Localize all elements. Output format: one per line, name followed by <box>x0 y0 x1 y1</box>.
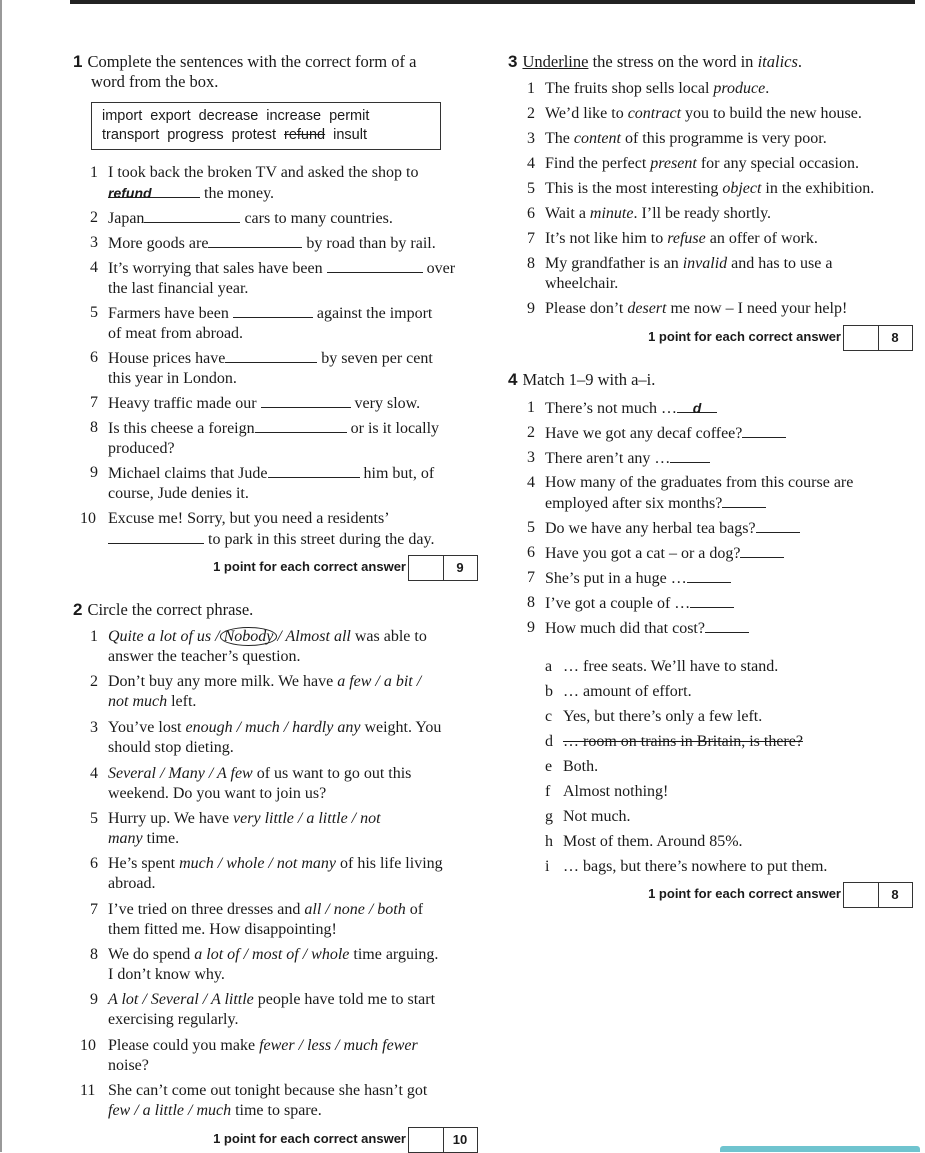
item-number: 1 <box>527 399 535 416</box>
s2-item-2 <box>90 672 490 712</box>
answer-text: … free seats. We’ll have to stand. <box>563 658 779 675</box>
section1-title <box>73 52 493 92</box>
score-max: 8 <box>878 882 913 908</box>
word: import <box>102 108 143 124</box>
s3-item-2 <box>527 104 922 124</box>
s1-item-10 <box>80 509 490 550</box>
section3-score <box>590 325 913 351</box>
item-text: Heavy traffic made our <box>108 395 257 412</box>
word: export <box>150 108 191 124</box>
section2-title <box>73 600 253 620</box>
item-number: 5 <box>90 304 98 321</box>
score-input[interactable] <box>843 325 879 351</box>
option-text[interactable]: many <box>108 830 143 847</box>
answer-blank[interactable] <box>268 463 360 478</box>
s3-item-5 <box>527 179 922 199</box>
item-text: How many of the graduates from this course are <box>545 474 854 491</box>
s3-item-9 <box>527 299 922 319</box>
option-text[interactable]: very little / a little / not <box>233 810 381 827</box>
item-number: 4 <box>527 155 535 172</box>
s3-item-6 <box>527 204 922 224</box>
item-number: 1 <box>90 628 98 645</box>
item-text: Japan <box>108 210 145 227</box>
section-instruction: Match 1–9 with a–i. <box>522 370 656 389</box>
s4-item-6 <box>527 543 922 564</box>
s4-answer-e <box>545 757 915 777</box>
answer-blank[interactable] <box>233 303 313 318</box>
word-box-row-2 <box>102 126 430 145</box>
item-text: against the import <box>316 305 433 322</box>
item-text: to park in this street during the day. <box>208 531 435 548</box>
s2-item-6 <box>90 854 490 894</box>
s4-answer-h <box>545 832 915 852</box>
item-text: and has to use a <box>727 255 833 272</box>
item-number: 7 <box>90 394 98 411</box>
item-number: 7 <box>527 569 535 586</box>
s2-item-9 <box>90 990 490 1030</box>
section4-title <box>508 370 655 390</box>
option-text[interactable]: a few / a bit / <box>337 673 422 690</box>
item-number: 1 <box>90 164 98 181</box>
item-text: wheelchair. <box>545 275 619 292</box>
item-text: left. <box>167 693 197 710</box>
item-number: 9 <box>90 991 98 1008</box>
item-text: Find the perfect <box>545 155 651 172</box>
item-text: or is it locally <box>350 420 440 437</box>
word: progress <box>167 127 224 143</box>
page-footer-accent <box>720 1146 920 1152</box>
s2-item-4 <box>90 764 490 804</box>
s4-item-8 <box>527 593 922 614</box>
item-text: of <box>405 901 424 918</box>
item-text: You’ve lost <box>108 719 186 736</box>
s4-item-9 <box>527 618 922 639</box>
item-text: for any special occasion. <box>696 155 859 172</box>
item-text: over <box>426 260 456 277</box>
word-box <box>91 102 441 150</box>
item-number: 5 <box>527 519 535 536</box>
s1-item-5 <box>90 303 490 344</box>
stress-word[interactable]: contract <box>627 105 682 122</box>
circled-option[interactable]: Nobody <box>220 627 278 646</box>
s4-item-7 <box>527 568 922 589</box>
item-text: Have you got a cat – or a dog? <box>545 545 741 562</box>
option-text[interactable]: not much <box>108 693 168 710</box>
item-text: Wait a <box>545 205 590 222</box>
item-text: Hurry up. We have <box>108 810 234 827</box>
item-number: 1 <box>527 80 535 97</box>
answer-letter: c <box>545 708 553 725</box>
item-text: It’s not like him to <box>545 230 668 247</box>
s4-answer-d <box>545 732 915 752</box>
answer-text: … amount of effort. <box>563 683 692 700</box>
stress-word[interactable]: desert <box>627 300 667 317</box>
s3-item-1 <box>527 79 922 99</box>
s1-item-8 <box>90 418 490 459</box>
item-number: 4 <box>527 474 535 491</box>
stress-word[interactable]: present <box>650 155 697 172</box>
option-text: / Almost all <box>277 628 351 645</box>
item-number: 4 <box>90 259 98 276</box>
item-text: Michael claims that Jude <box>108 465 268 482</box>
item-text: This is the most interesting <box>545 180 723 197</box>
item-text: How much did that cost? <box>545 620 705 637</box>
item-text: the last financial year. <box>108 280 249 297</box>
answer-blank[interactable] <box>108 529 204 544</box>
item-text: . <box>765 80 770 97</box>
item-number: 5 <box>527 180 535 197</box>
s4-item-4 <box>527 473 922 514</box>
item-number: 4 <box>90 765 98 782</box>
answer-blank[interactable] <box>722 493 766 508</box>
answer-blank[interactable] <box>677 398 717 416</box>
item-number: 6 <box>90 855 98 872</box>
answer-letter: g <box>545 808 553 825</box>
item-number: 7 <box>90 901 98 918</box>
answer-text: Both. <box>563 758 599 775</box>
item-text: people have told me to start <box>253 991 436 1008</box>
item-text: time. <box>142 830 180 847</box>
s3-item-4 <box>527 154 922 174</box>
score-max: 10 <box>443 1127 478 1153</box>
item-text: by seven per cent <box>321 350 433 367</box>
item-number: 6 <box>527 544 535 561</box>
s3-item-8 <box>527 254 922 294</box>
section2-score <box>150 1127 478 1153</box>
item-text: Don’t buy any more milk. We have <box>108 673 338 690</box>
score-input[interactable] <box>408 555 444 581</box>
section-instruction: Underline <box>522 52 589 71</box>
section-instruction: the stress on the word in <box>588 52 758 71</box>
s1-item-2 <box>90 208 490 229</box>
item-number: 2 <box>90 209 98 226</box>
answer-letter: b <box>545 683 553 700</box>
answer-text-struck: … room on trains in Britain, is there? <box>563 733 803 750</box>
s4-answer-b <box>545 682 915 702</box>
item-text: me now – I need your help! <box>666 300 848 317</box>
stress-word[interactable]: produce <box>713 80 766 97</box>
answer-blank[interactable] <box>255 418 347 433</box>
section-instruction: italics <box>757 52 798 71</box>
page-edge <box>0 0 2 1152</box>
word: decrease <box>198 108 259 124</box>
item-number: 8 <box>90 419 98 436</box>
s2-item-11 <box>80 1081 490 1121</box>
item-text: Please could you make <box>108 1037 260 1054</box>
item-number: 2 <box>527 105 535 122</box>
stress-word[interactable]: refuse <box>667 230 706 247</box>
item-text: The <box>545 130 574 147</box>
word-box-row-1 <box>102 107 430 126</box>
item-text: She’s put in a huge … <box>545 570 687 587</box>
section-number: 3 <box>508 52 518 71</box>
section1-score <box>150 555 478 581</box>
item-number: 11 <box>80 1082 96 1099</box>
item-text: produced? <box>108 440 175 457</box>
word: permit <box>329 108 370 124</box>
item-text: We do spend <box>108 946 195 963</box>
answer-blank[interactable] <box>144 208 240 223</box>
s4-item-1 <box>527 398 922 419</box>
item-text: My grandfather is an <box>545 255 683 272</box>
item-text: There aren’t any … <box>545 450 671 467</box>
score-label: 1 point for each correct answer <box>213 559 406 574</box>
answer-blank[interactable] <box>327 258 423 273</box>
answer-letter: i <box>545 858 550 875</box>
section-number: 2 <box>73 600 83 619</box>
score-max: 9 <box>443 555 478 581</box>
answer-text: Almost nothing! <box>563 783 669 800</box>
item-number: 8 <box>90 946 98 963</box>
answer-blank[interactable] <box>687 568 731 583</box>
option-text[interactable]: few / a little / much <box>108 1102 232 1119</box>
item-text: time to spare. <box>231 1102 322 1119</box>
item-text: answer the teacher’s question. <box>108 648 301 665</box>
s1-item-4 <box>90 258 490 299</box>
s4-answer-f <box>545 782 915 802</box>
item-text: course, Jude denies it. <box>108 485 249 502</box>
item-number: 8 <box>527 594 535 611</box>
answer-letter: a <box>545 658 553 675</box>
option-text: Quite a lot of us / <box>108 628 220 645</box>
score-input[interactable] <box>843 882 879 908</box>
s1-item-7 <box>90 393 490 414</box>
s3-item-3 <box>527 129 922 149</box>
item-text: this year in London. <box>108 370 237 387</box>
word-struck: refund <box>284 127 326 143</box>
item-text: an offer of work. <box>705 230 818 247</box>
s4-answer-a <box>545 657 915 677</box>
s4-answer-i <box>545 857 915 877</box>
s2-item-3 <box>90 718 490 758</box>
answer-blank[interactable] <box>225 348 317 363</box>
stress-word[interactable]: invalid <box>682 255 728 272</box>
option-text[interactable]: A lot / Several / A little <box>108 991 254 1008</box>
word: insult <box>333 127 367 143</box>
section-instruction: Circle the correct phrase. <box>87 600 254 619</box>
item-text: weight. You <box>360 719 442 736</box>
answer-letter: e <box>545 758 553 775</box>
item-text: Have we got any decaf coffee? <box>545 425 743 442</box>
item-text: employed after six months? <box>545 495 723 512</box>
item-text: It’s worrying that sales have been <box>108 260 323 277</box>
answer-blank[interactable] <box>261 393 351 408</box>
item-number: 9 <box>527 619 535 636</box>
item-text: in the exhibition. <box>761 180 875 197</box>
stress-word[interactable]: minute <box>589 205 634 222</box>
item-text: Farmers have been <box>108 305 229 322</box>
score-label: 1 point for each correct answer <box>648 886 841 901</box>
s1-item-1 <box>90 163 490 204</box>
item-number: 2 <box>90 673 98 690</box>
item-text: weekend. Do you want to join us? <box>108 785 327 802</box>
option-text[interactable]: enough / much / hardly any <box>185 719 361 736</box>
answer-blank[interactable] <box>690 593 734 608</box>
item-text: the money. <box>204 185 275 202</box>
item-text: We’d like to <box>545 105 628 122</box>
s3-item-7 <box>527 229 922 249</box>
s4-item-2 <box>527 423 922 444</box>
item-text: More goods are <box>108 235 209 252</box>
item-text: abroad. <box>108 875 156 892</box>
item-number: 8 <box>527 255 535 272</box>
item-number: 7 <box>527 230 535 247</box>
item-text: very slow. <box>354 395 421 412</box>
answer-letter: d <box>545 733 553 750</box>
word: protest <box>231 127 276 143</box>
item-text: was able to <box>350 628 427 645</box>
item-text: She can’t come out tonight because she hasn’t got <box>108 1082 428 1099</box>
item-number: 6 <box>90 349 98 366</box>
item-number: 10 <box>80 1037 96 1054</box>
item-text: them fitted me. How disappointing! <box>108 921 337 938</box>
option-text[interactable]: much / whole / not many <box>179 855 336 872</box>
item-text: There’s not much … <box>545 400 677 417</box>
answer-text: … bags, but there’s nowhere to put them. <box>563 858 828 875</box>
s2-item-10 <box>80 1036 490 1076</box>
item-text: of meat from abroad. <box>108 325 244 342</box>
item-number: 3 <box>527 449 535 466</box>
item-text: of his life living <box>335 855 443 872</box>
item-text: him but, of <box>363 465 435 482</box>
option-text[interactable]: fewer / less / much fewer <box>259 1037 418 1054</box>
option-text[interactable]: a lot of / most of / whole <box>194 946 350 963</box>
item-text: Do we have any herbal tea bags? <box>545 520 756 537</box>
s4-answer-g <box>545 807 915 827</box>
item-text: by road than by rail. <box>306 235 436 252</box>
s1-item-3 <box>90 233 490 254</box>
s2-item-5 <box>90 809 490 849</box>
answer-letter: f <box>545 783 551 800</box>
score-label: 1 point for each correct answer <box>648 329 841 344</box>
score-input[interactable] <box>408 1127 444 1153</box>
item-number: 6 <box>527 205 535 222</box>
item-text: The fruits shop sells local <box>545 80 714 97</box>
example-answer: d <box>692 400 702 416</box>
item-text: cars to many countries. <box>244 210 393 227</box>
option-text[interactable]: Several / Many / A few <box>108 765 253 782</box>
stress-word[interactable]: content <box>573 130 621 147</box>
item-text: House prices have <box>108 350 226 367</box>
answer-text: Most of them. Around 85%. <box>563 833 743 850</box>
item-text: Please don’t <box>545 300 628 317</box>
section-number: 1 <box>73 52 83 71</box>
word: increase <box>266 108 322 124</box>
s2-item-1 <box>90 627 490 667</box>
answer-blank[interactable] <box>756 518 800 533</box>
item-text: He’s spent <box>108 855 180 872</box>
item-text: I’ve got a couple of … <box>545 595 691 612</box>
item-text: Is this cheese a foreign <box>108 420 255 437</box>
s4-item-5 <box>527 518 922 539</box>
s4-answer-c <box>545 707 915 727</box>
stress-word[interactable]: object <box>722 180 762 197</box>
section-instruction: Complete the sentences with the correct form of a <box>87 52 417 71</box>
item-number: 3 <box>90 234 98 251</box>
score-label: 1 point for each correct answer <box>213 1131 406 1146</box>
item-text: Excuse me! Sorry, but you need a residents’ <box>108 510 390 527</box>
section4-score <box>590 882 913 908</box>
option-text[interactable]: all / none / both <box>304 901 406 918</box>
s2-item-7 <box>90 900 490 940</box>
section-number: 4 <box>508 370 518 389</box>
section3-title <box>508 52 802 72</box>
answer-blank[interactable] <box>670 448 710 463</box>
item-text: . I’ll be ready shortly. <box>633 205 772 222</box>
section-instruction: . <box>797 52 803 71</box>
item-number: 9 <box>527 300 535 317</box>
item-text: you to build the new house. <box>681 105 862 122</box>
item-text: I don’t know why. <box>108 966 225 983</box>
item-number: 5 <box>90 810 98 827</box>
answer-blank[interactable] <box>742 423 786 438</box>
section-instruction-cont: word from the box. <box>91 72 219 91</box>
item-text: of this programme is very poor. <box>620 130 827 147</box>
score-max: 8 <box>878 325 913 351</box>
item-text: should stop dieting. <box>108 739 234 756</box>
s2-item-8 <box>90 945 490 985</box>
answer-blank[interactable] <box>705 618 749 633</box>
item-text: I’ve tried on three dresses and <box>108 901 305 918</box>
answer-blank[interactable] <box>740 543 784 558</box>
item-text: I took back the broken TV and asked the shop to <box>108 164 419 181</box>
item-text: noise? <box>108 1057 149 1074</box>
s4-item-3 <box>527 448 922 469</box>
answer-blank[interactable] <box>208 233 302 248</box>
example-answer: refund <box>108 185 152 201</box>
item-number: 10 <box>80 510 96 527</box>
item-number: 2 <box>527 424 535 441</box>
item-number: 3 <box>90 719 98 736</box>
answer-letter: h <box>545 833 553 850</box>
item-text: exercising regularly. <box>108 1011 239 1028</box>
item-number: 3 <box>527 130 535 147</box>
s1-item-9 <box>90 463 490 504</box>
item-text: of us want to go out this <box>252 765 412 782</box>
word: transport <box>102 127 160 143</box>
top-rule <box>70 0 915 4</box>
answer-text: Not much. <box>563 808 631 825</box>
item-number: 9 <box>90 464 98 481</box>
answer-text: Yes, but there’s only a few left. <box>563 708 763 725</box>
s1-item-6 <box>90 348 490 389</box>
item-text: time arguing. <box>349 946 439 963</box>
answer-blank[interactable] <box>108 183 200 201</box>
